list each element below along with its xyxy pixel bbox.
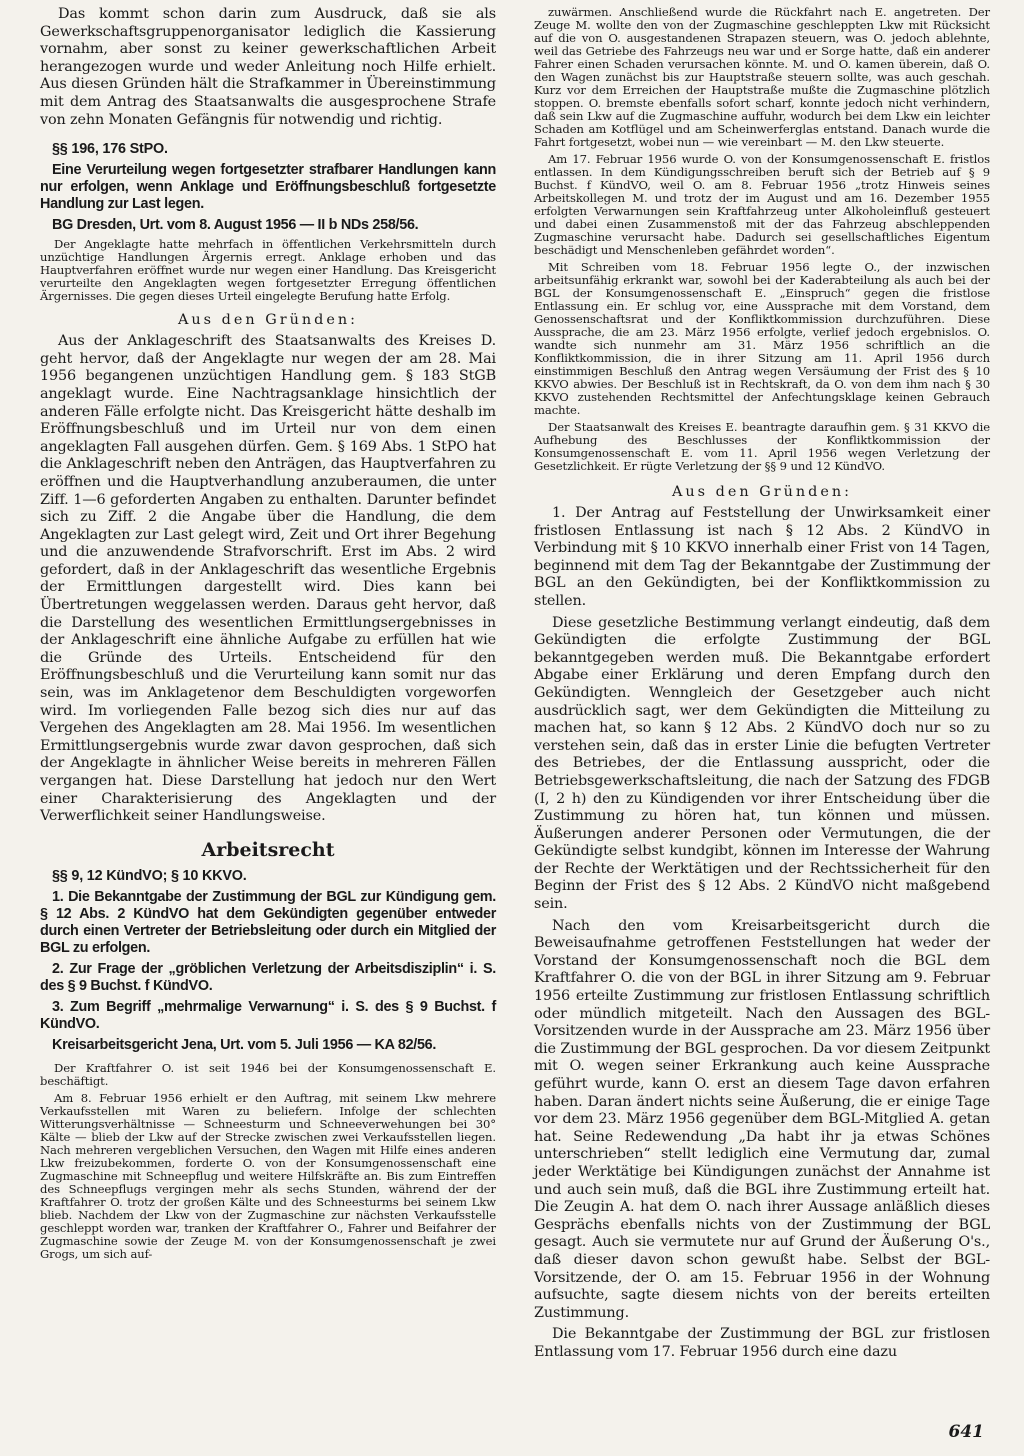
reasons-paragraph: 1. Der Antrag auf Feststellung der Unwirksamkeit einer fristlosen Entlassung ist nach § 12 Abs. 2 KündVO in Verbindung mit § 10 KKVO innerhalb einer Frist von 14 Tagen, beginnend mit dem Tag der Bekanntgabe der Zustimmung der BGL an den Gekündigten, bei der Konfliktkommission zu stellen. <box>534 505 990 609</box>
facts-paragraph: Der Kraftfahrer O. ist seit 1946 bei der Konsumgenossenschaft E. beschäftigt. <box>40 1060 496 1088</box>
case-summary: Der Angeklagte hatte mehrfach in öffentlichen Verkehrsmitteln durch unzüchtige Handlungen Ärgernis erregt. Anklage erhoben und das Hauptverfahren eröffnet wurde nur wegen einer Handlung. Das Kreisgericht verurteilte den Angeklagten wegen fortgesetzter Erregung öffentlichen Ärgernisses. Die gegen dieses Urteil eingelegte Berufung hatte Erfolg. <box>40 237 496 304</box>
statute-reference: §§ 9, 12 KündVO; § 10 KKVO. <box>52 867 247 884</box>
reasons-paragraph: Diese gesetzliche Bestimmung verlangt eindeutig, daß dem Gekündigten die erfolgte Zustimmung der BGL bekanntgegeben werden muß. Die Bekanntgabe erfordert Abgabe einer Erklärung und deren Empfang durch den Gekündigten. Wenngleich der Gesetzgeber auch nicht ausdrücklich sagt, wer dem Gekündigten die Mitteilung zu machen hat, so kann § 12 Abs. 2 KündVO doch nur so zu verstehen sein, daß das in erster Linie die befugten Vertreter des Betriebes, der die Entlassung ausspricht, oder die Betriebsgewerkschaftsleitung, die nach der Satzung des FDGB (I, 2 h) den zu Kündigenden vor ihrer Entscheidung über die Zustimmung zu hören hat, tun können und müssen. Äußerungen anderer Personen oder Vermutungen, die der Gekündigte selbst kundgibt, können im Interesse der Wahrung der Rechte der Werktätigen und der Rechtssicherheit für den Beginn der Frist des § 12 Abs. 2 KündVO nicht maßgebend sein. <box>534 614 990 913</box>
section-title: Arbeitsrecht <box>201 838 335 861</box>
left-column <box>40 6 496 1261</box>
facts-paragraph: Am 17. Februar 1956 wurde O. von der Konsumgenossenschaft E. fristlos entlassen. In dem Kündigungsschreiben beruft sich der Betrieb auf § 9 Buchst. f KündVO, weil O. am 8. Februar 1956 „trotz Hinweis seines Arbeitskollegen M. und trotz der im August und am 16. Dezember 1955 erfolgten Verwarnungen sein Kraftfahrzeug unter Alkoholeinfluß gesteuert und dabei einen Zusammenstoß mit der das Fahrzeug abschleppenden Zugmaschine verursacht habe. Dadurch sei gesellschaftliches Eigentum beschädigt und Menschenleben gefährdet worden“. <box>534 152 990 257</box>
reasons-paragraph: Die Bekanntgabe der Zustimmung der BGL zur fristlosen Entlassung vom 17. Februar 1956 durch eine dazu <box>534 1326 990 1360</box>
facts-paragraph: Am 8. Februar 1956 erhielt er den Auftrag, mit seinem Lkw mehrere Verkaufsstellen mit Waren zu beliefern. Infolge der schlechten Witterungsverhältnisse — Schneesturm und Schneeverwehungen bei 30° Kälte — blieb der Lkw auf der Strecke zwischen zwei Verkaufsstellen liegen. Nach mehreren vergeblichen Versuchen, den Wagen mit Hilfe eines anderen Lkw freizubekommen, forderte O. von der Konsumgenossenschaft eine Zugmaschine mit Schneepflug und weitere Hilfskräfte an. Bis zum Eintreffen des Schneepflugs vergingen mehr als sechs Stunden, während der der Kraftfahrer O. trotz der großen Kälte und des Schneesturms bei seinem Lkw blieb. Nachdem der Lkw von der Zugmaschine zur nächsten Verkaufsstelle geschleppt worden war, tranken der Kraftfahrer O., Fahrer und Beifahrer der Zugmaschine sowie der Zeuge M. von der Konsumgenossenschaft je zwei Grogs, um sich auf- <box>40 1090 496 1261</box>
facts-paragraph: zuwärmen. Anschließend wurde die Rückfahrt nach E. angetreten. Der Zeuge M. wollte den von der Zugmaschine geschleppten Lkw mit Rücksicht auf die von O. ausgestandenen Strapazen steuern, was O. jedoch ablehnte, weil das Getriebe des Fahrzeugs neu war und er Sorge hatte, daß ein anderer Fahrer einen Schaden verursachen könnte. M. und O. kamen überein, daß O. den Wagen zunächst bis zur Hauptstraße steuern sollte, was auch geschah. Kurz vor dem Erreichen der Hauptstraße mußte die Zugmaschine plötzlich stoppen. O. bremste ebenfalls sofort scharf, konnte jedoch nicht verhindern, daß sein Lkw auf die Zugmaschine auffuhr, wodurch bei dem Lkw ein leichter Schaden am Kotflügel und am Scheinwerferglas entstand. Danach wurde die Fahrt fortgesetzt, wobei nun — wie vereinbart — M. den Lkw steuerte. <box>534 5 990 149</box>
headnote: 1. Die Bekanntgabe der Zustimmung der BGL zur Kündigung gem. § 12 Abs. 2 KündVO hat dem Gekündigten gegenüber entweder durch einen Vertreter der Betriebsleitung oder durch ein Mitglied der BGL zu erfolgen. <box>40 888 496 956</box>
reasons-paragraph: Nach den vom Kreisarbeitsgericht durch die Beweisaufnahme getroffenen Feststellungen hat weder der Vorstand der Konsumgenossenschaft noch die BGL dem Kraftfahrer O. die von der BGL in ihrer Sitzung am 9. Februar 1956 erteilte Zustimmung zur fristlosen Entlassung schriftlich oder mündlich mitgeteilt. Nach den Aussagen des BGL-Vorsitzenden wurde in der Aussprache am 23. März 1956 über die Zustimmung der BGL gesprochen. Da vor diesem Zeitpunkt mit O. wegen seiner Erkrankung auch keine Aussprache geführt wurde, kann O. erst an diesem Tage davon erfahren haben. Daran ändert nichts seine Äußerung, die er einige Tage vor dem 23. März 1956 gegenüber dem BGL-Mitglied A. getan hat. Seine Redewendung „Da habt ihr ja etwas Schönes unterschrieben“ stellt lediglich eine Vermutung dar, zumal jeder Werktätige bei Kündigungen zunächst der Annahme ist und auch sein muß, daß die BGL ihre Zustimmung erteilt hat. Die Zeugin A. hat dem O. nach ihrer Aussage anläßlich dieses Gesprächs ebenfalls nichts von der Zustimmung der BGL gesagt. Auch sie vermutete nur auf Grund der Äußerung O's., daß dieser davon schon gewußt habe. Selbst der BGL-Vorsitzende, der O. am 15. Februar 1956 in der Wohnung aufsuchte, sagte diesem nichts von der bereits erteilten Zustimmung. <box>534 917 990 1321</box>
reasons-heading: Aus den Gründen: <box>672 484 852 500</box>
headnote: 2. Zur Frage der „gröblichen Verletzung der Arbeitsdisziplin“ i. S. des § 9 Buchst. f KündVO. <box>40 960 496 994</box>
court-citation: Kreisarbeitsgericht Jena, Urt. vom 5. Juli 1956 — KA 82/56. <box>52 1036 437 1053</box>
reasons-heading: Aus den Gründen: <box>178 312 358 329</box>
right-column <box>534 6 990 1362</box>
headnote: 3. Zum Begriff „mehrmalige Verwarnung“ i. S. des § 9 Buchst. f KündVO. <box>40 998 496 1032</box>
court-citation: BG Dresden, Urt. vom 8. August 1956 — II b NDs 258/56. <box>52 217 419 234</box>
headnote: Eine Verurteilung wegen fortgesetzter strafbarer Handlungen kann nur erfolgen, wenn Anklage und Eröffnungsbeschluß fortgesetzte Handlung zur Last legen. <box>40 162 496 213</box>
reasons-text: Aus der Anklageschrift des Staatsanwalts des Kreises D. geht hervor, daß der Angeklagte nur wegen der am 28. Mai 1956 begangenen unzüchtigen Handlung gem. § 183 StGB angeklagt wurde. Eine Nachtragsanklage hinsichtlich der anderen Fälle erfolgte nicht. Das Kreisgericht hätte deshalb im Eröffnungsbeschluß und im Urteil nur von dem einen angeklagten Fall ausgehen dürfen. Gem. § 169 Abs. 1 StPO hat die Anklageschrift neben den Anträgen, das Hauptverfahren zu eröffnen und die Hauptverhandlung anzuberaumen, die unter Ziff. 1—6 geforderten Angaben zu enthalten. Darunter befindet sich zu Ziff. 2 die Angabe über die Handlung, die dem Angeklagten zur Last gelegt wird, Zeit und Ort ihrer Begehung und die anzuwendende Strafvorschrift. Erst im Abs. 2 wird gefordert, daß in der Anklageschrift das wesentliche Ergebnis der Ermittlungen dargestellt wird. Dies kann bei Übertretungen weggelassen werden. Daraus geht hervor, daß die Darstellung des wesentlichen Ermittlungsergebnisses in der Anklageschrift eine ähnliche Aufgabe zu erfüllen hat wie die Gründe des Urteils. Entscheidend für den Eröffnungsbeschluß und die Verurteilung kann somit nur das sein, was im Anklagetenor dem Beschuldigten vorgeworfen wird. Im vorliegenden Falle bezog sich dies nur auf das Vergehen des Angeklagten am 28. Mai 1956. Im wesentlichen Ermittlungsergebnis wurde zwar davon gesprochen, daß sich der Angeklagte in ähnlicher Weise bereits in mehreren Fällen vergangen hat. Diese Darstellung hat jedoch nur den Wert einer Charakterisierung des Angeklagten und der Verwerflichkeit seiner Handlungsweise. <box>40 333 496 825</box>
facts-paragraph: Mit Schreiben vom 18. Februar 1956 legte O., der inzwischen arbeitsunfähig erkrankt war, sowohl bei der Kaderabteilung als auch bei der BGL der Konsumgenossenschaft E. „Einspruch“ gegen die fristlose Entlassung ein. Er schlug vor, eine Aussprache mit dem Vorstand, dem Genossenschaftsrat und der Konfliktkommission durchzuführen. Diese Aussprache, die am 23. März 1956 erfolgte, verlief jedoch ergebnislos. O. wandte sich nunmehr am 31. März 1956 schriftlich an die Konfliktkommission, die in ihrer Sitzung am 11. April 1956 durch einstimmigen Beschluß den Antrag wegen Versäumung der Frist des § 10 KKVO abwies. Der Beschluß ist in Rechtskraft, da O. von dem ihm nach § 30 KKVO zustehenden Rechtsmittel der Anfechtungsklage keinen Gebrauch machte. <box>534 260 990 417</box>
statute-reference: §§ 196, 176 StPO. <box>52 141 168 158</box>
facts-paragraph: Der Staatsanwalt des Kreises E. beantragte daraufhin gem. § 31 KKVO die Aufhebung des Beschlusses der Konfliktkommission der Konsumgenossenschaft E. vom 11. April 1956 wegen Verletzung der Gesetzlichkeit. Er rügte Verletzung der §§ 9 und 12 KündVO. <box>534 420 990 473</box>
continued-paragraph: Das kommt schon darin zum Ausdruck, daß sie als Gewerkschaftsgruppenorganisator lediglich die Kassierung vornahm, aber sonst zu keiner gewerkschaftlichen Arbeit herangezogen wurde und weder Anleitung noch Hilfe erhielt. Aus diesen Gründen hält die Strafkammer in Übereinstimmung mit dem Antrag des Staatsanwalts die ausgesprochene Strafe von zehn Monaten Gefängnis für notwendig und richtig. <box>40 6 496 128</box>
page-number: 641 <box>948 1422 984 1442</box>
